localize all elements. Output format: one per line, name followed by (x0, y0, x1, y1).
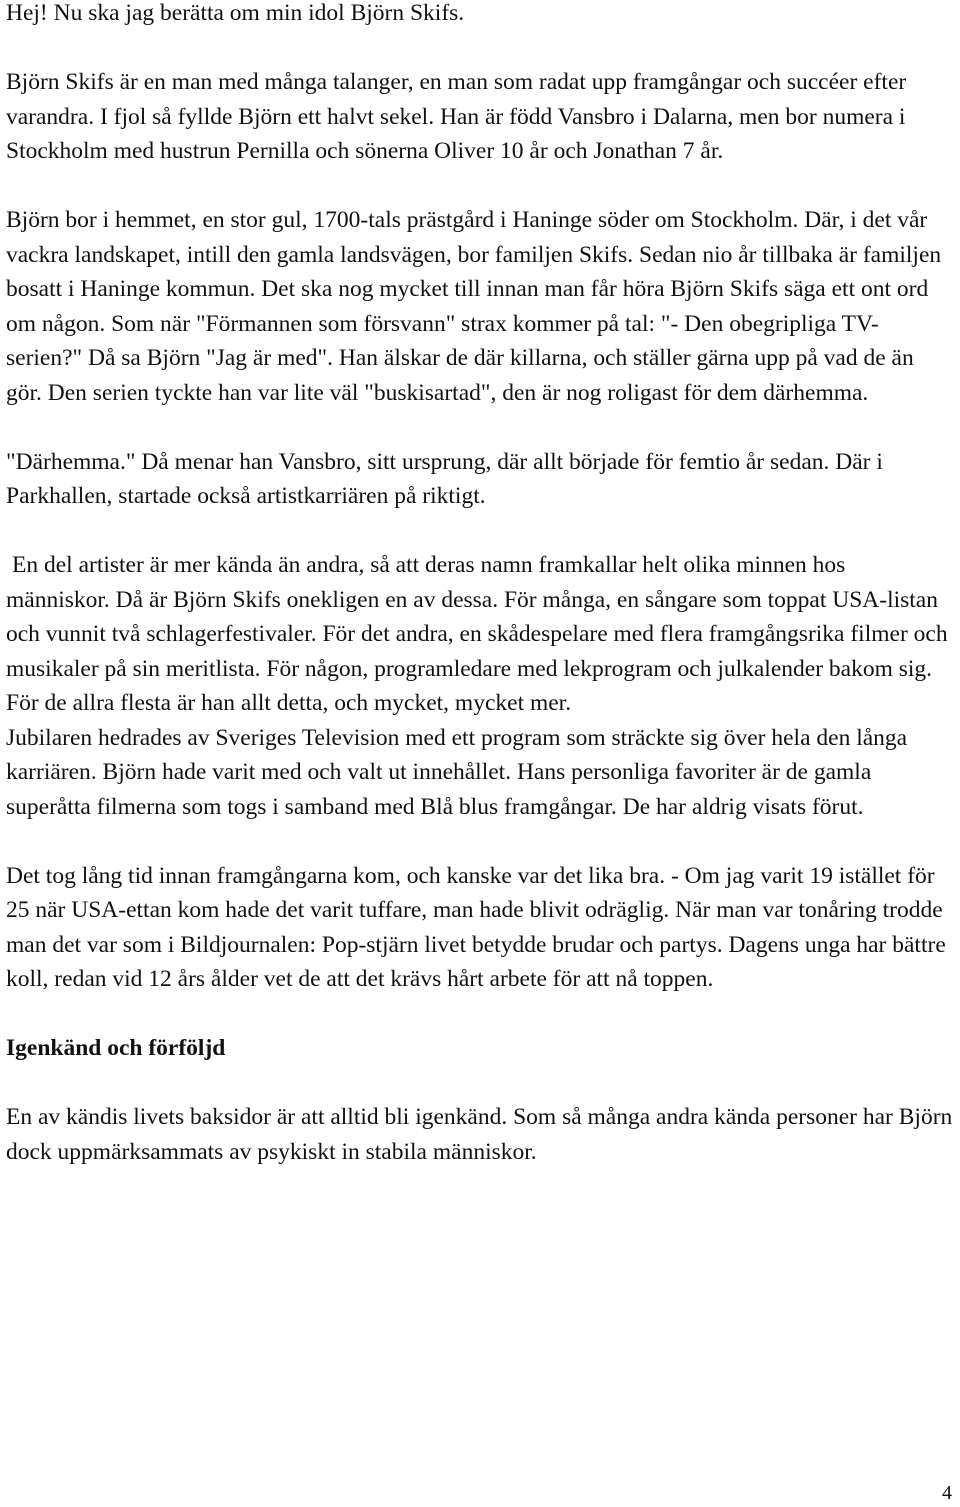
paragraph-gap (6, 997, 954, 1032)
success-paragraph: Det tog lång tid innan framgångarna kom, och kanske var det lika bra. - Om jag varit 19 istället för 25 när USA-ettan kom hade det varit tuffare, man hade blivit odräglig. När man var tonåring trodde man det var som i Bildjournalen: Pop-stjärn livet betydde brudar och partys. Dagens unga har bättre koll, redan vid 12 års ålder vet de att det krävs hårt arbete för att nå toppen. (6, 862, 946, 992)
paragraph-gap (6, 169, 954, 204)
television-paragraph: Jubilaren hedrades av Sveriges Television med ett program som sträckte sig över hela den långa karriären. Björn hade varit med och valt ut innehållet. Hans personliga favoriter är de gamla superåtta filmerna som togs i samband med Blå blus framgångar. De har aldrig visats förut. (6, 724, 908, 820)
paragraph-gap (6, 1066, 954, 1101)
career-paragraph: En del artister är mer kända än andra, så att deras namn framkallar helt olika minnen hos människor. Då är Björn Skifs onekligen en av dessa. För många, en sångare som toppat USA-listan och vunnit två schlagerfestivaler. För det andra, en skådespelare med flera framgångsrika filmer och musikaler på sin meritlista. För någon, programledare med lekprogram och julkalender bakom sig. För de allra flesta är han allt detta, och mycket, mycket mer. (6, 552, 948, 716)
home-paragraph: Björn bor i hemmet, en stor gul, 1700-tals prästgård i Haninge söder om Stockholm. Där, i det vår vackra landskapet, intill den gamla landsvägen, bor familjen Skifs. Sedan nio år tillbaka är familjen bosatt i Haninge kommun. Det ska nog mycket till innan man får höra Björn Skifs säga ett ont ord om någon. Som när "Förmannen som försvann" strax kommer på tal: "- Den obegripliga TV-serien?" Då sa Björn "Jag är med". Han älskar de där killarna, och ställer gärna upp på vad de än gör. Den serien tyckte han var lite väl "buskisartad", den är nog roligast för dem därhemma. (6, 207, 942, 406)
section-heading: Igenkänd och förföljd (6, 1035, 226, 1061)
page-number: 4 (942, 1482, 952, 1504)
paragraph-gap (6, 410, 954, 445)
biography-paragraph: Björn Skifs är en man med många talanger, en man som radat upp framgångar och succéer efter varandra. I fjol så fyllde Björn ett halvt sekel. Han är född Vansbro i Dalarna, men bor numera i Stockholm med hustrun Pernilla och sönerna Oliver 10 år och Jonathan 7 år. (6, 69, 907, 164)
vansbro-paragraph: "Därhemma." Då menar han Vansbro, sitt ursprung, där allt började för femtio år sedan. Där i Parkhallen, startade också artistkarriären på riktigt. (6, 448, 883, 509)
intro-paragraph: Hej! Nu ska jag berätta om min idol Björn Skifs. (6, 0, 465, 26)
recognition-paragraph: En av kändis livets baksidor är att alltid bli igenkänd. Som så många andra kända personer har Björn dock uppmärksammats av psykiskt in stabila människor. (6, 1104, 953, 1165)
paragraph-gap (6, 514, 954, 549)
paragraph-gap (6, 824, 954, 859)
document-page (6, 0, 954, 1169)
paragraph-gap (6, 31, 954, 66)
